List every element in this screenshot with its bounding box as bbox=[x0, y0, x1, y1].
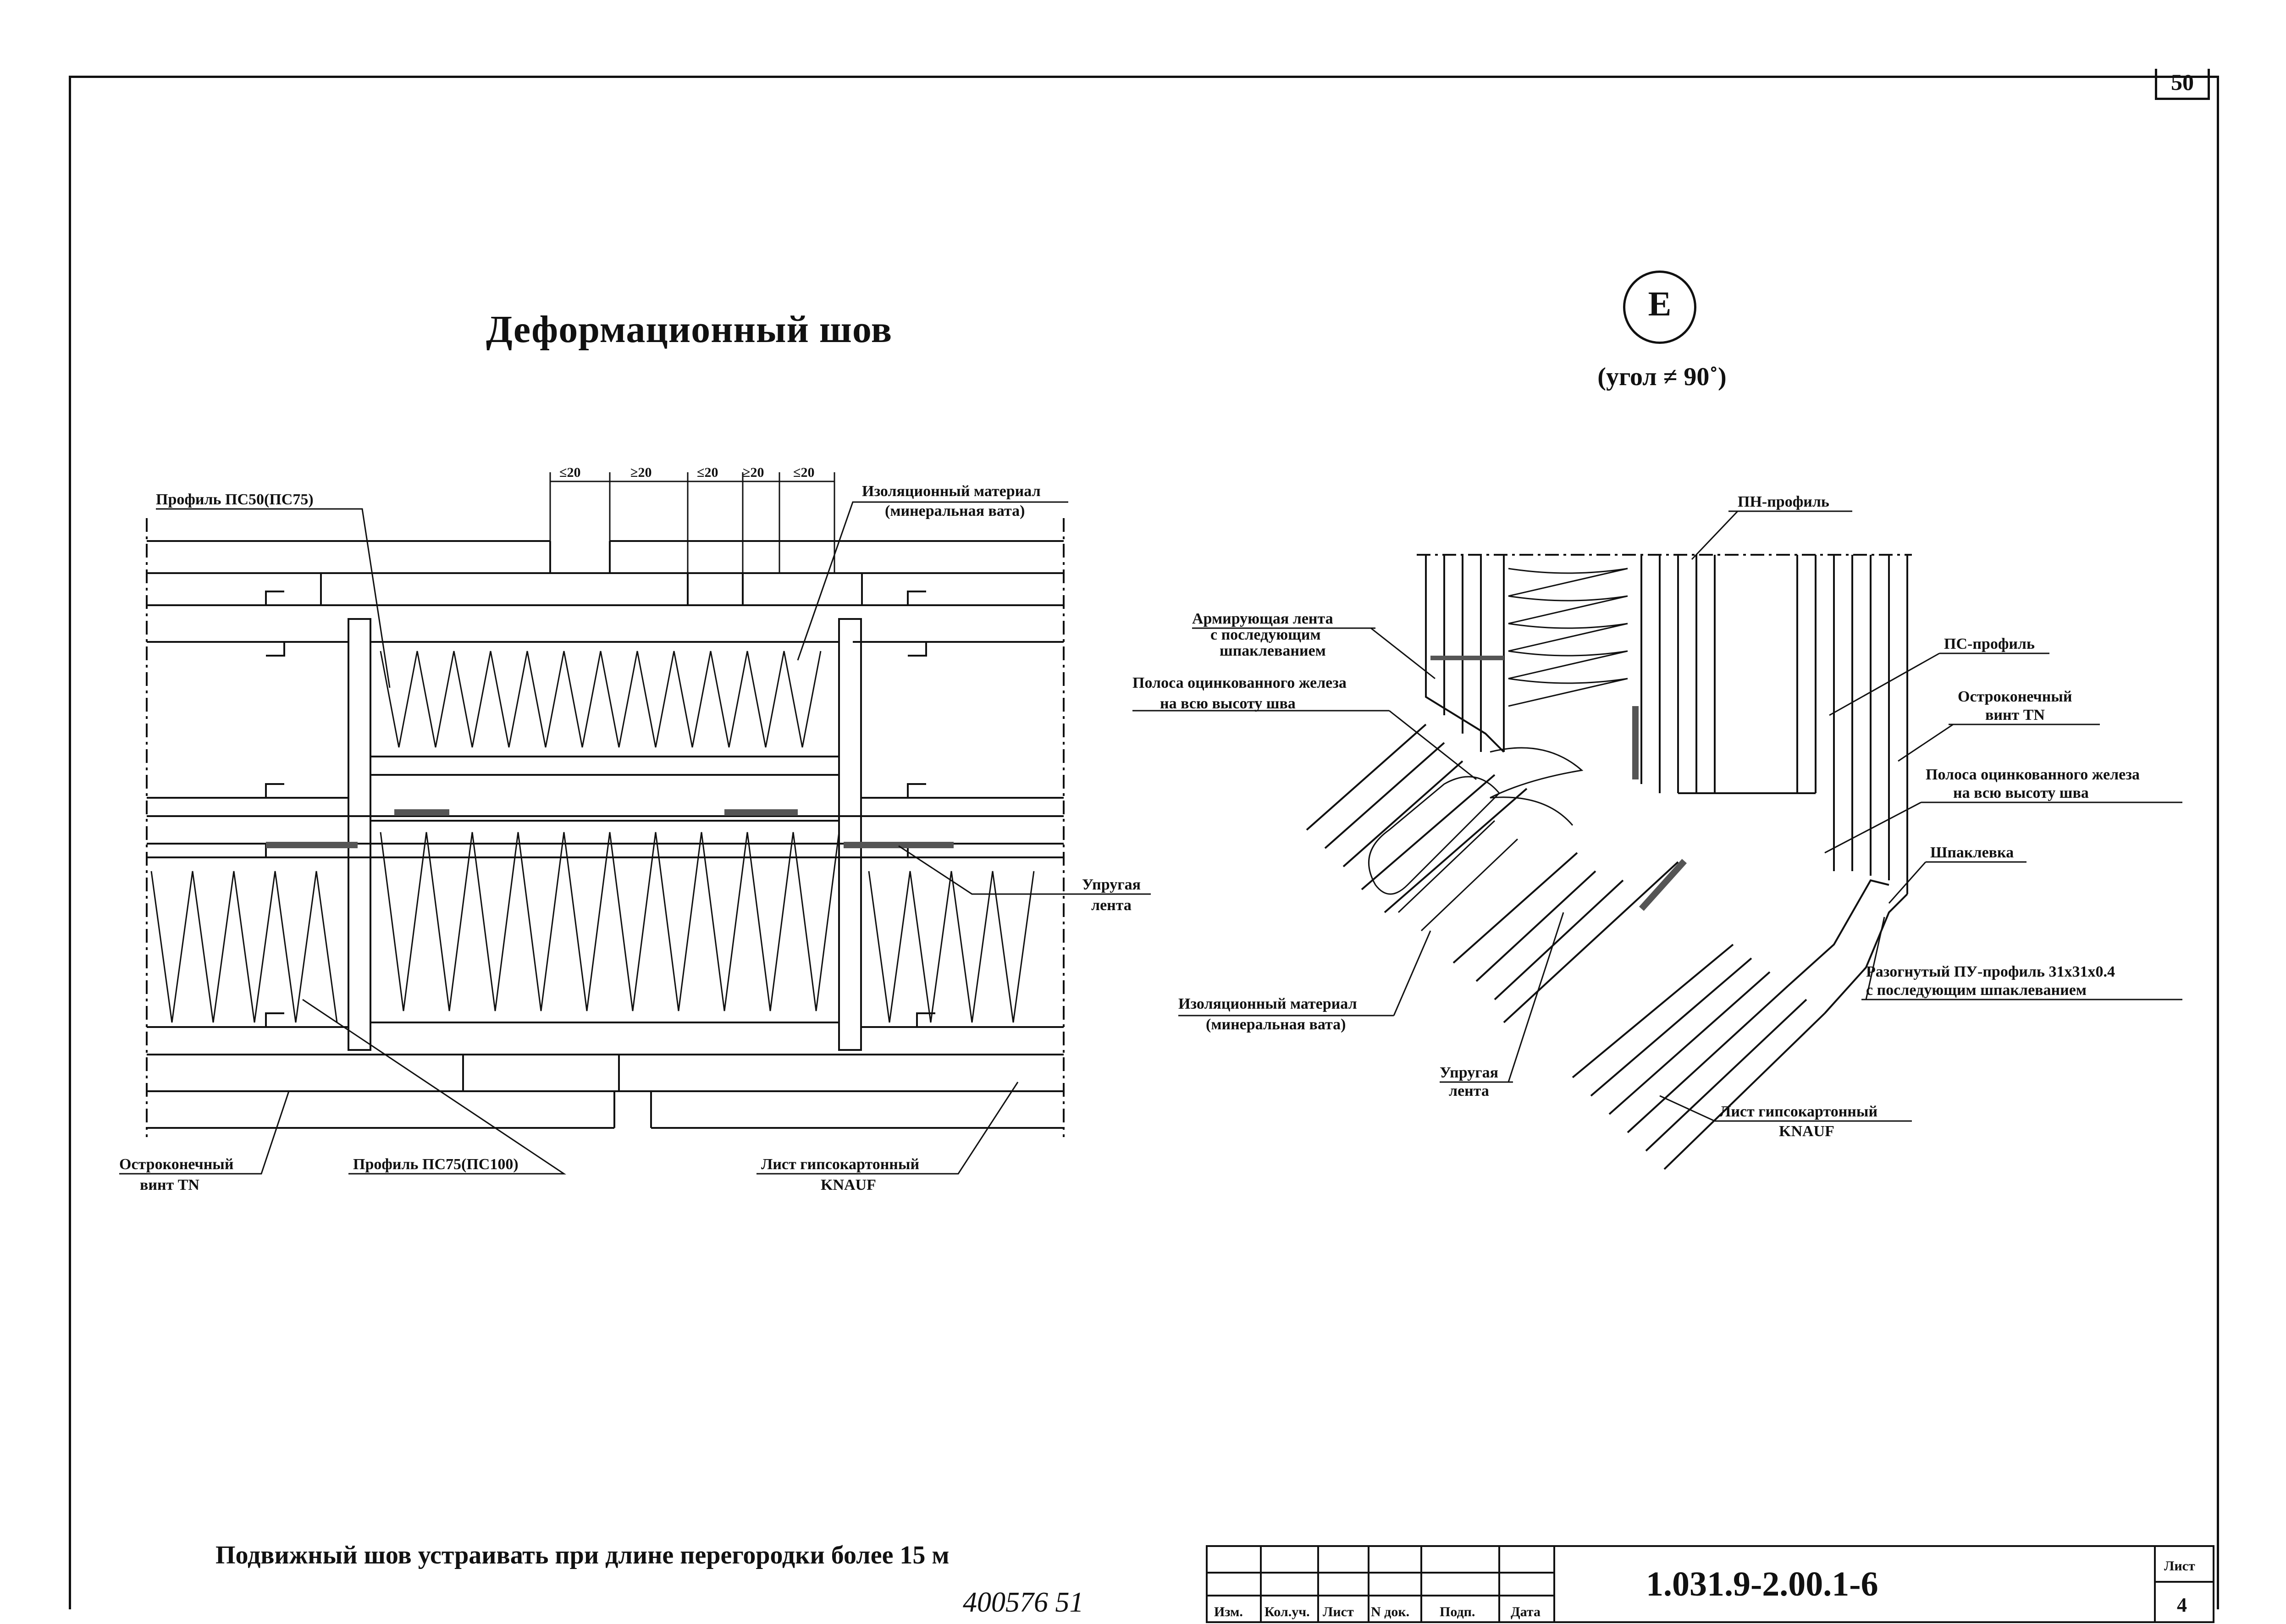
dim-1: ≤20 bbox=[559, 465, 581, 480]
tb-col-izm: Изм. bbox=[1214, 1604, 1243, 1619]
tb-col-ndok: N док. bbox=[1371, 1604, 1410, 1619]
label-right-screw-1: Остроконечный bbox=[1958, 688, 2072, 705]
label-profile-top: Профиль ПС50(ПС75) bbox=[156, 491, 314, 508]
dim-3: ≤20 bbox=[697, 465, 718, 480]
tb-col-list: Лист bbox=[1323, 1604, 1354, 1619]
label-screw-2: винт TN bbox=[140, 1177, 199, 1193]
label-profile-bottom: Профиль ПС75(ПС100) bbox=[353, 1156, 519, 1173]
label-sheet-1: Лист гипсокартонный bbox=[761, 1156, 920, 1173]
handwritten-number: 400576 51 bbox=[963, 1587, 1084, 1618]
label-right-screw-2: винт TN bbox=[1985, 707, 2045, 724]
label-reinf-3: шпаклеванием bbox=[1220, 642, 1326, 659]
label-right-sheet-1: Лист гипсокартонный bbox=[1719, 1103, 1878, 1120]
label-strip-left-1: Полоса оцинкованного железа bbox=[1132, 674, 1347, 691]
label-reinf-1: Армирующая лента bbox=[1192, 610, 1333, 627]
label-pn-profile: ПН-профиль bbox=[1738, 493, 1829, 510]
label-right-elastic-1: Упругая bbox=[1440, 1064, 1499, 1081]
label-insulation-1: Изоляционный материал bbox=[862, 483, 1041, 500]
footnote: Подвижный шов устраивать при длине перегородки более 15 м bbox=[215, 1541, 950, 1569]
label-ps-profile: ПС-профиль bbox=[1944, 635, 2035, 652]
detail-marker-letter: Е bbox=[1648, 285, 1672, 323]
label-putty: Шпаклевка bbox=[1930, 844, 2014, 861]
label-insulation-2: (минеральная вата) bbox=[885, 503, 1025, 519]
label-right-sheet-2: KNAUF bbox=[1779, 1123, 1834, 1140]
dim-5: ≤20 bbox=[793, 465, 815, 480]
label-right-elastic-2: лента bbox=[1449, 1083, 1489, 1099]
title-block bbox=[1206, 1545, 2214, 1623]
tb-sheet-label: Лист bbox=[2164, 1558, 2195, 1574]
tb-col-koluch: Кол.уч. bbox=[1264, 1604, 1310, 1619]
label-sheet-2: KNAUF bbox=[821, 1177, 876, 1193]
label-reinf-2: с последующим bbox=[1210, 626, 1321, 643]
label-elastic-2: лента bbox=[1091, 897, 1132, 914]
label-right-insulation-1: Изоляционный материал bbox=[1178, 995, 1357, 1012]
tb-col-podp: Подп. bbox=[1440, 1604, 1475, 1619]
label-strip-right-1: Полоса оцинкованного железа bbox=[1926, 766, 2140, 783]
detail-note: (угол ≠ 90˚) bbox=[1597, 363, 1727, 391]
dim-4: ≥20 bbox=[743, 465, 764, 480]
tb-sheet-number: 4 bbox=[2177, 1594, 2187, 1616]
label-pu-2: с последующим шпаклеванием bbox=[1866, 982, 2087, 999]
main-title: Деформационный шов bbox=[486, 308, 893, 351]
dim-2: ≥20 bbox=[630, 465, 652, 480]
corner-number-text: 50 bbox=[2171, 69, 2194, 95]
label-strip-left-2: на всю высоту шва bbox=[1160, 695, 1296, 712]
tb-col-data: Дата bbox=[1511, 1604, 1541, 1619]
label-screw-1: Остроконечный bbox=[119, 1156, 234, 1173]
label-elastic-1: Упругая bbox=[1082, 876, 1141, 893]
tb-designation: 1.031.9-2.00.1-6 bbox=[1646, 1565, 1878, 1603]
label-strip-right-2: на всю высоту шва bbox=[1953, 784, 2089, 801]
label-right-insulation-2: (минеральная вата) bbox=[1206, 1016, 1346, 1033]
label-pu-1: Разогнутый ПУ-профиль 31x31x0.4 bbox=[1866, 963, 2115, 980]
